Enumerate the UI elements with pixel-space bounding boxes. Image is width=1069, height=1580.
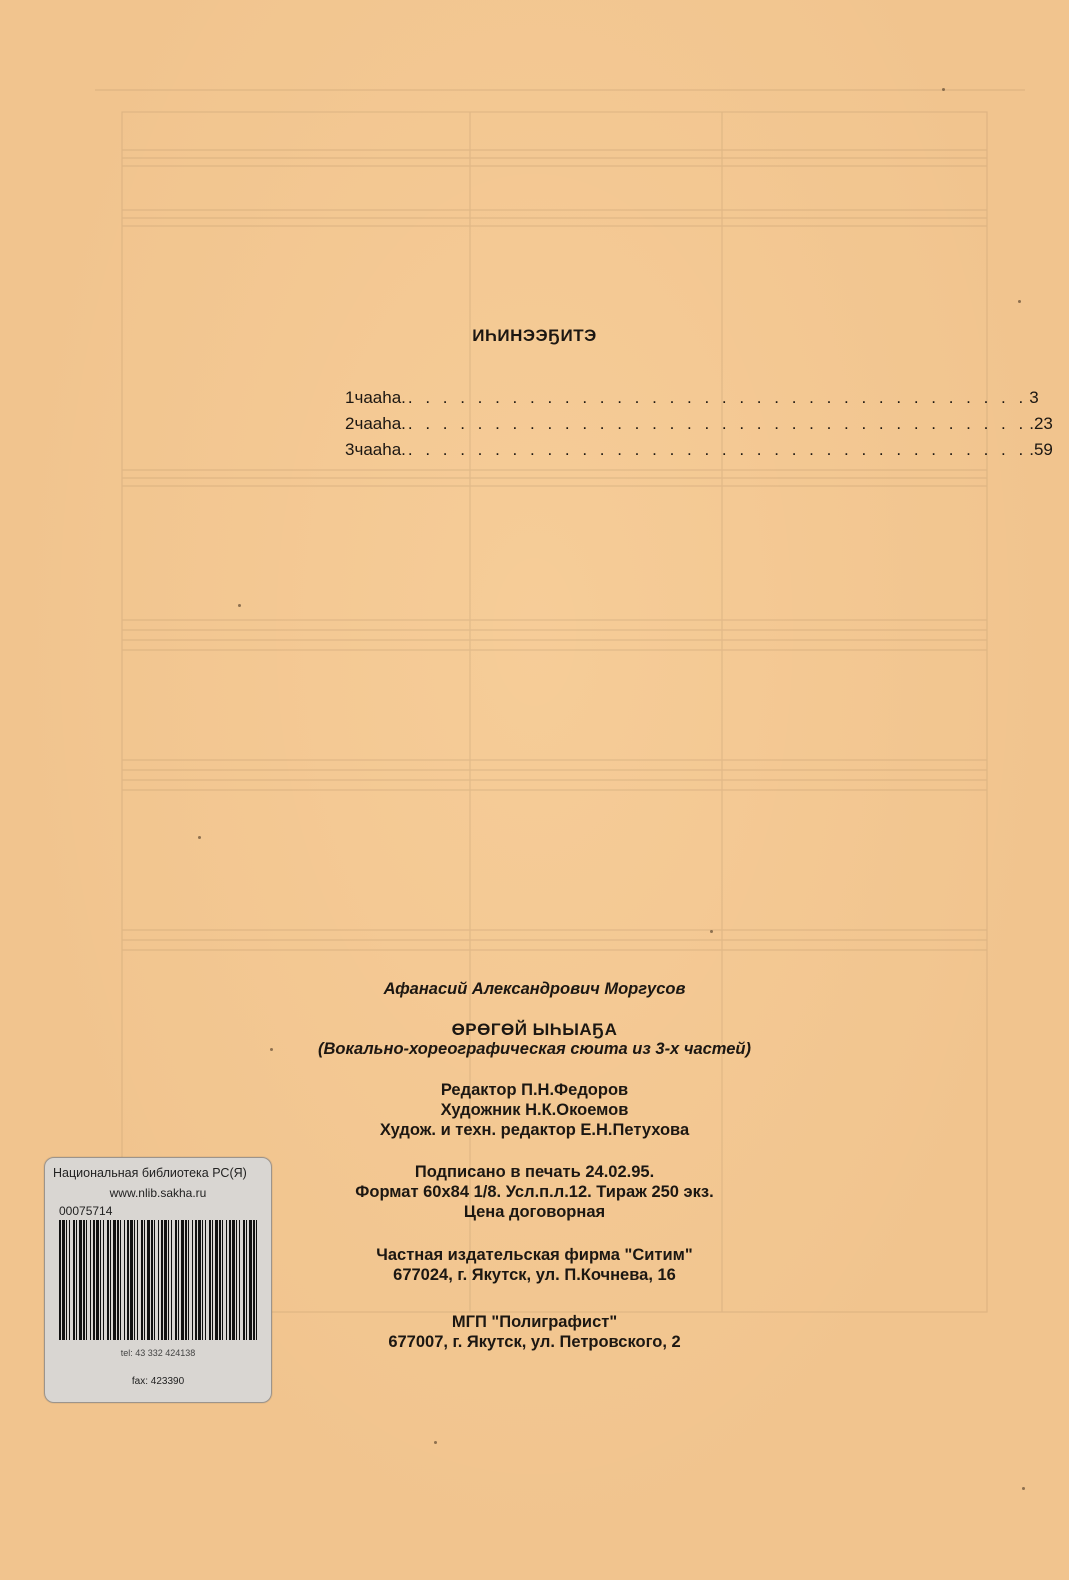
printer-address: 677007, г. Якутск, ул. Петровского, 2 bbox=[388, 1333, 681, 1351]
barcode-bar bbox=[249, 1220, 252, 1340]
toc-entry-number: 2 bbox=[345, 414, 355, 433]
barcode-bar bbox=[69, 1220, 70, 1340]
barcode-bar bbox=[73, 1220, 75, 1340]
barcode-bar bbox=[90, 1220, 91, 1340]
barcode-bar bbox=[164, 1220, 167, 1340]
publisher-name: Частная издательская фирма "Ситим" bbox=[376, 1246, 693, 1264]
barcode-bar bbox=[219, 1220, 221, 1340]
toc-entry-page: .23 bbox=[1029, 414, 1053, 433]
barcode-icon bbox=[59, 1220, 259, 1340]
work-subtitle: (Вокально-хореографическая сюита из 3-х частей) bbox=[317, 1040, 751, 1058]
toc-entry-number: 1 bbox=[345, 388, 355, 407]
barcode-bar bbox=[209, 1220, 211, 1340]
publisher-address: 677024, г. Якутск, ул. П.Кочнева, 16 bbox=[393, 1266, 676, 1284]
credit-editor: Редактор П.Н.Федоров bbox=[440, 1081, 629, 1099]
barcode-bar bbox=[198, 1220, 201, 1340]
author-name: Афанасий Александрович Моргусов bbox=[383, 980, 686, 998]
paper-speck bbox=[198, 836, 201, 839]
barcode-bar bbox=[253, 1220, 255, 1340]
barcode-bar bbox=[107, 1220, 109, 1340]
signed-date: Подписано в печать 24.02.95. bbox=[414, 1163, 655, 1181]
barcode-bar bbox=[239, 1220, 240, 1340]
barcode-bar bbox=[195, 1220, 197, 1340]
toc-entry-number: 3 bbox=[345, 440, 355, 459]
toc-entry-label: чааһа. bbox=[354, 414, 406, 433]
barcode-bar bbox=[178, 1220, 179, 1340]
barcode-bar bbox=[181, 1220, 184, 1340]
barcode-bar bbox=[185, 1220, 187, 1340]
barcode-bar bbox=[226, 1220, 227, 1340]
toc-leader-dots: . . . . . . . . . . . . . . . . . . . . . . . . . . . . . . . . . . . . bbox=[407, 440, 1028, 459]
barcode-bar bbox=[117, 1220, 119, 1340]
barcode-bar bbox=[175, 1220, 177, 1340]
inventory-code: 00075714 bbox=[59, 1204, 113, 1218]
barcode-bar bbox=[188, 1220, 189, 1340]
barcode-bar bbox=[232, 1220, 235, 1340]
toc-entry-page: .59 bbox=[1029, 440, 1053, 459]
barcode-bar bbox=[120, 1220, 121, 1340]
toc-leader-dots: . . . . . . . . . . . . . . . . . . . . . . . . . . . . . . . . . . . . bbox=[407, 414, 1028, 433]
toc-entry-page: 3 bbox=[1029, 388, 1039, 407]
toc-entry[interactable] bbox=[345, 440, 1053, 466]
barcode-bar bbox=[171, 1220, 172, 1340]
paper-speck bbox=[434, 1441, 437, 1444]
toc-entry[interactable] bbox=[345, 414, 1053, 440]
library-website: www.nlib.sakha.ru bbox=[109, 1186, 207, 1200]
barcode-bar bbox=[127, 1220, 129, 1340]
barcode-bar bbox=[83, 1220, 85, 1340]
credit-tech-editor: Худож. и техн. редактор Е.Н.Петухова bbox=[379, 1121, 690, 1139]
barcode-bar bbox=[154, 1220, 155, 1340]
library-barcode-sticker bbox=[44, 1157, 272, 1403]
barcode-bar bbox=[79, 1220, 82, 1340]
paper-speck bbox=[942, 88, 945, 91]
barcode-bar bbox=[103, 1220, 104, 1340]
library-fax: fax: 423390 bbox=[131, 1376, 185, 1387]
toc-entry-label: чааһа. bbox=[354, 440, 406, 459]
barcode-bar bbox=[62, 1220, 65, 1340]
barcode-bar bbox=[93, 1220, 95, 1340]
barcode-bar bbox=[222, 1220, 223, 1340]
toc-leader-dots: . . . . . . . . . . . . . . . . . . . . . . . . . . . . . . . . . . . . bbox=[407, 388, 1028, 407]
price-line: Цена договорная bbox=[463, 1203, 606, 1221]
barcode-bar bbox=[147, 1220, 150, 1340]
barcode-bar bbox=[243, 1220, 245, 1340]
barcode-bar bbox=[66, 1220, 67, 1340]
barcode-bar bbox=[86, 1220, 87, 1340]
barcode-bar bbox=[151, 1220, 153, 1340]
barcode-bar bbox=[161, 1220, 163, 1340]
format-line: Формат 60x84 1/8. Усл.п.л.12. Тираж 250 экз. bbox=[355, 1183, 714, 1201]
paper-speck bbox=[1018, 300, 1021, 303]
barcode-bar bbox=[202, 1220, 203, 1340]
barcode-bar bbox=[110, 1220, 111, 1340]
barcode-bar bbox=[59, 1220, 61, 1340]
barcode-bar bbox=[229, 1220, 231, 1340]
paper-speck bbox=[238, 604, 241, 607]
barcode-bar bbox=[205, 1220, 206, 1340]
library-name: Национальная библиотека РС(Я) bbox=[53, 1166, 247, 1180]
barcode-bar bbox=[137, 1220, 138, 1340]
paper-speck bbox=[710, 930, 713, 933]
library-phone: tel: 43 332 424138 bbox=[120, 1348, 196, 1358]
barcode-bar bbox=[246, 1220, 247, 1340]
barcode-bar bbox=[192, 1220, 193, 1340]
barcode-bar bbox=[124, 1220, 125, 1340]
barcode-bar bbox=[256, 1220, 257, 1340]
barcode-bar bbox=[168, 1220, 169, 1340]
barcode-bar bbox=[96, 1220, 99, 1340]
table-of-contents bbox=[345, 388, 1053, 466]
credit-artist: Художник Н.К.Окоемов bbox=[440, 1101, 629, 1119]
barcode-bar bbox=[76, 1220, 77, 1340]
toc-entry-label: чааһа. bbox=[354, 388, 406, 407]
barcode-bar bbox=[100, 1220, 101, 1340]
paper-speck bbox=[1022, 1487, 1025, 1490]
barcode-bar bbox=[134, 1220, 135, 1340]
barcode-bar bbox=[113, 1220, 116, 1340]
credits-block bbox=[0, 1080, 1069, 1140]
barcode-bar bbox=[158, 1220, 159, 1340]
contents-heading: ИҺИНЭЭҔИТЭ bbox=[472, 326, 597, 345]
printer-name: МГП "Полиграфист" bbox=[451, 1313, 618, 1331]
barcode-bar bbox=[141, 1220, 143, 1340]
barcode-bar bbox=[215, 1220, 218, 1340]
barcode-bar bbox=[130, 1220, 133, 1340]
barcode-bar bbox=[212, 1220, 213, 1340]
barcode-bar bbox=[236, 1220, 237, 1340]
barcode-bar bbox=[144, 1220, 145, 1340]
toc-entry[interactable] bbox=[345, 388, 1039, 414]
work-title: ӨРӨГӨЙ ЫҺЫАҔА bbox=[451, 1020, 618, 1039]
